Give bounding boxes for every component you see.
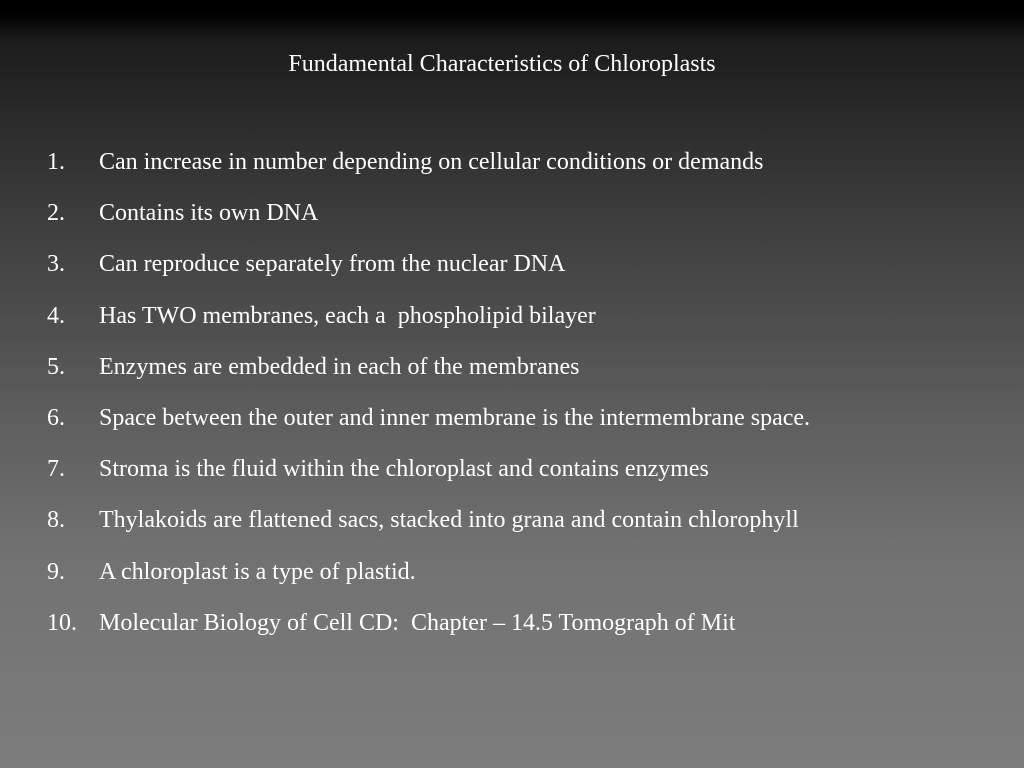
- slide-title: Fundamental Characteristics of Chloroplasts: [288, 51, 716, 77]
- list-item-number: 1.: [47, 149, 65, 176]
- list-item: [47, 291, 810, 342]
- list-item: [47, 444, 810, 495]
- list-item-number: 9.: [47, 558, 65, 585]
- list-item-text: Contains its own DNA: [99, 200, 319, 227]
- list-item-text: A chloroplast is a type of plastid.: [99, 558, 416, 585]
- list-item-number: 8.: [47, 507, 65, 534]
- list-item-number: 2.: [47, 200, 65, 227]
- list-item-text: Enzymes are embedded in each of the membranes: [99, 353, 580, 380]
- list-item-number: 7.: [47, 456, 65, 483]
- list-item: [47, 342, 810, 393]
- list-item-text: Has TWO membranes, each a phospholipid bilayer: [99, 302, 596, 329]
- list-item-text: Molecular Biology of Cell CD: Chapter – 14.5 Tomograph of Mit: [99, 609, 736, 636]
- list-item: [47, 188, 810, 239]
- list-item-text: Can increase in number depending on cellular conditions or demands: [99, 149, 764, 176]
- characteristics-list: [47, 137, 810, 649]
- list-item: [47, 393, 810, 444]
- list-item: [47, 598, 810, 649]
- list-item-text: Space between the outer and inner membrane is the intermembrane space.: [99, 405, 811, 432]
- list-item: [47, 495, 810, 546]
- list-item-text: Thylakoids are flattened sacs, stacked into grana and contain chlorophyll: [99, 507, 799, 534]
- list-item-text: Stroma is the fluid within the chloroplast and contains enzymes: [99, 456, 709, 483]
- list-item-number: 10.: [47, 609, 77, 636]
- list-item: [47, 137, 810, 188]
- list-item: [47, 239, 810, 290]
- list-item: [47, 547, 810, 598]
- list-item-text: Can reproduce separately from the nuclear DNA: [99, 251, 566, 278]
- list-item-number: 4.: [47, 302, 65, 329]
- list-item-number: 6.: [47, 405, 65, 432]
- list-item-number: 5.: [47, 353, 65, 380]
- list-item-number: 3.: [47, 251, 65, 278]
